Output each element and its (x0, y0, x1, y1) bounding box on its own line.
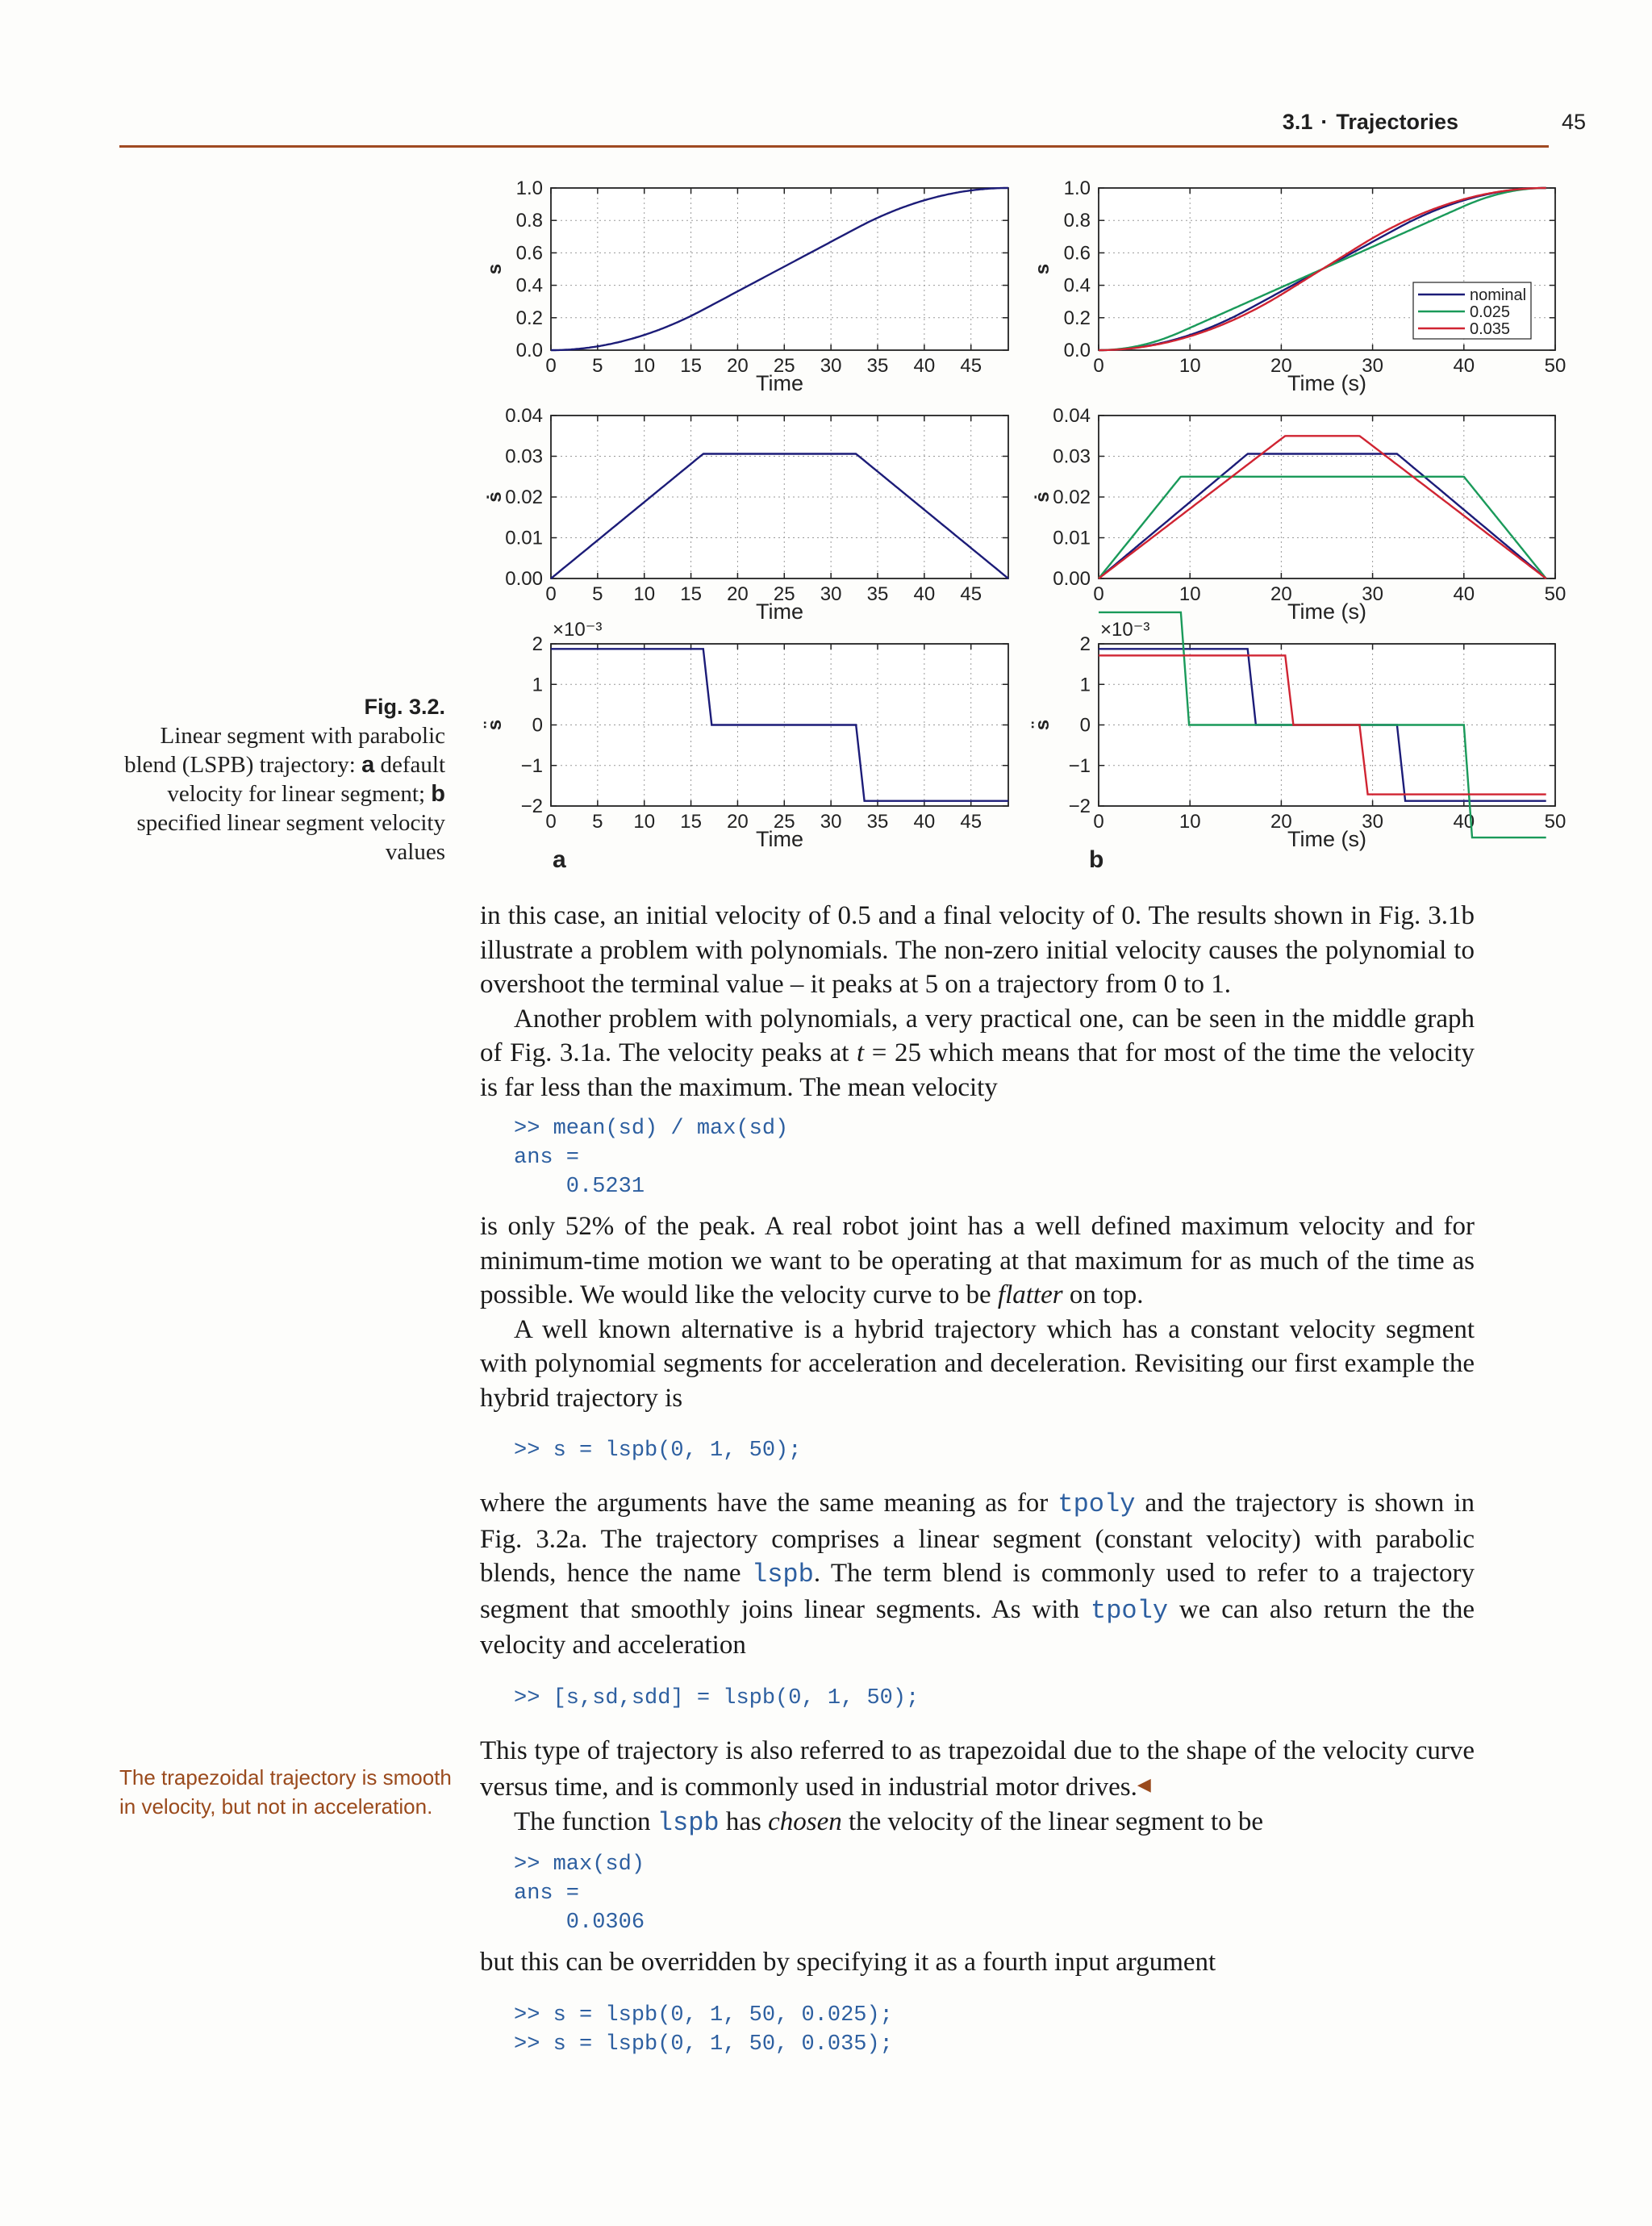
x-tick-label: 25 (773, 355, 795, 377)
y-tick-label: 0.00 (505, 568, 543, 590)
code-block: >> s = lspb(0, 1, 50, 0.025); >> s = lspb(0, 1, 50, 0.035); (514, 2003, 893, 2057)
x-tick-label: 20 (727, 355, 749, 377)
x-tick-label: 50 (1544, 583, 1566, 605)
page-number: 45 (1561, 110, 1586, 134)
panel-label-b: b (1089, 846, 1104, 873)
x-axis-label: Time (s) (1287, 827, 1366, 851)
paragraph: This type of trajectory is also referred to as trapezoidal due to the shape of the velocity curve versus time, and is commonly used in industrial motor drives.◀ (480, 1735, 1475, 1802)
x-tick-label: 15 (680, 811, 702, 833)
x-tick-label: 10 (633, 355, 656, 377)
x-tick-label: 45 (960, 355, 982, 377)
y-tick-label: 0.04 (1053, 405, 1091, 427)
y-axis-label: ṡ (1032, 491, 1053, 503)
paragraph: but this can be overridden by specifying it as a fourth input argument (480, 1948, 1216, 1977)
figure-number: Fig. 3.2. (364, 695, 445, 719)
running-title: 3.1 · Trajectories (1282, 110, 1458, 134)
y-tick-label: 0.03 (505, 445, 543, 468)
y-axis-label: s (484, 263, 506, 275)
x-tick-label: 0 (1093, 811, 1104, 833)
y-tick-label: 0.01 (1053, 527, 1091, 549)
y-tick-label: 2 (1079, 633, 1091, 655)
x-tick-label: 20 (727, 583, 749, 605)
y-axis-label: ṡ (484, 491, 506, 503)
x-tick-label: 50 (1544, 811, 1566, 833)
y-tick-label: 0.2 (515, 307, 543, 329)
paragraph: Another problem with polynomials, a very practical one, can be seen in the middle graph of Fig. 3.1a. The velocity peaks at t = 25 which means that for most of the time the velocity is far less than the maximum. The mean velocity (480, 1004, 1475, 1102)
x-tick-label: 30 (1362, 811, 1383, 833)
y-tick-label: 0.8 (515, 210, 543, 232)
x-axis-label: Time (756, 599, 803, 624)
x-tick-label: 10 (1179, 811, 1201, 833)
x-axis-label: Time (s) (1287, 371, 1366, 395)
y-tick-label: 0.4 (1063, 274, 1091, 297)
x-tick-label: 45 (960, 583, 982, 605)
x-tick-label: 0 (1093, 583, 1104, 605)
body-text (480, 899, 1475, 2080)
y-tick-label: 0 (532, 714, 543, 737)
x-tick-label: 15 (680, 355, 702, 377)
y-tick-label: −2 (1068, 796, 1091, 817)
x-tick-label: 40 (1453, 355, 1475, 377)
x-tick-label: 10 (1179, 583, 1201, 605)
x-tick-label: 20 (1270, 583, 1292, 605)
x-axis-label: Time (756, 827, 803, 851)
x-tick-label: 35 (866, 811, 889, 833)
paragraph: where the arguments have the same meaning as for tpoly and the trajectory is shown in Fig. 3.2a. The trajectory comprises a linear segment (constant velocity) with parabolic blends, hence the name lspb. The term blend is commonly used to refer to a trajectory segment that smoothly joins linear segments. As with tpoly we can also return the the velocity and acceleration (480, 1489, 1475, 1660)
panel-label-a: a (553, 846, 566, 873)
x-tick-label: 40 (1453, 811, 1475, 833)
y-tick-label: 2 (532, 633, 543, 655)
margin-note-marker-icon: ◀ (1137, 1774, 1151, 1794)
y-tick-label: 1.0 (515, 177, 543, 199)
x-tick-label: 0 (545, 583, 557, 605)
x-tick-label: 0 (545, 811, 557, 833)
y-tick-label: 0.8 (1063, 210, 1091, 232)
code-block: >> [s,sd,sdd] = lspb(0, 1, 50); (514, 1685, 920, 1710)
x-tick-label: 40 (1453, 583, 1475, 605)
x-tick-label: 30 (820, 811, 842, 833)
y-tick-label: 0.2 (1063, 307, 1091, 329)
y-tick-label: 1.0 (1063, 177, 1091, 199)
y-tick-label: 0.00 (1053, 568, 1091, 590)
x-tick-label: 30 (1362, 583, 1383, 605)
x-tick-label: 15 (680, 583, 702, 605)
x-tick-label: 5 (592, 583, 603, 605)
x-axis-label: Time (756, 371, 803, 395)
y-tick-label: 0.04 (505, 405, 543, 427)
x-tick-label: 30 (820, 583, 842, 605)
legend-entry: 0.035 (1470, 320, 1511, 338)
x-tick-label: 25 (773, 583, 795, 605)
code-block: >> max(sd) ans = 0.0306 (514, 1852, 645, 1935)
figure-caption: Fig. 3.2. Linear segment with parabolic blend (LSPB) trajectory: a default velocity for linear segment; b specified linear segment velocity values (113, 692, 445, 867)
y-tick-label: 0.01 (505, 527, 543, 549)
x-tick-label: 50 (1544, 355, 1566, 377)
y-axis-label: s̈ (484, 719, 506, 731)
y-tick-label: 0.0 (1063, 340, 1091, 361)
y-tick-label: 0.03 (1053, 445, 1091, 468)
y-tick-label: −1 (520, 754, 543, 777)
y-tick-label: 0.6 (1063, 242, 1091, 265)
x-tick-label: 45 (960, 811, 982, 833)
x-tick-label: 0 (545, 355, 557, 377)
margin-note: The trapezoidal trajectory is smooth in velocity, but not in acceleration. (119, 1765, 452, 1819)
x-tick-label: 35 (866, 355, 889, 377)
x-tick-label: 30 (820, 355, 842, 377)
x-tick-label: 40 (913, 811, 936, 833)
x-tick-label: 5 (592, 355, 603, 377)
x-tick-label: 30 (1362, 355, 1383, 377)
y-tick-label: −2 (520, 796, 543, 817)
y-axis-label: s (1032, 263, 1053, 275)
x-tick-label: 0 (1093, 355, 1104, 377)
code-block: >> mean(sd) / max(sd) ans = 0.5231 (514, 1117, 789, 1199)
paragraph: A well known alternative is a hybrid trajectory which has a constant velocity segment with polynomial segments for acceleration and deceleration. Revisiting our first example the hybrid trajectory is (480, 1314, 1475, 1413)
y-tick-label: 1 (1079, 674, 1091, 696)
x-tick-label: 35 (866, 583, 889, 605)
y-tick-label: 0.4 (515, 274, 543, 297)
x-tick-label: 10 (633, 811, 656, 833)
legend-entry: 0.025 (1470, 303, 1511, 321)
x-tick-label: 10 (633, 583, 656, 605)
y-tick-label: 0.0 (515, 340, 543, 361)
axis-exponent: ×10⁻³ (553, 619, 603, 641)
x-tick-label: 20 (1270, 811, 1292, 833)
x-tick-label: 10 (1179, 355, 1201, 377)
y-tick-label: 0.02 (505, 487, 543, 508)
x-tick-label: 20 (1270, 355, 1292, 377)
legend-entry: nominal (1470, 286, 1527, 304)
axis-exponent: ×10⁻³ (1100, 619, 1150, 641)
x-tick-label: 25 (773, 811, 795, 833)
x-tick-label: 20 (727, 811, 749, 833)
y-tick-label: 1 (532, 674, 543, 696)
y-tick-label: −1 (1068, 754, 1091, 777)
code-block: >> s = lspb(0, 1, 50); (514, 1439, 802, 1463)
y-axis-label: s̈ (1032, 719, 1053, 731)
paragraph: is only 52% of the peak. A real robot joint has a well defined maximum velocity and for minimum-time motion we want to be operating at that maximum for as much of the time as possible. We would like the velocity curve to be flatter on top. (480, 1212, 1475, 1309)
x-tick-label: 40 (913, 583, 936, 605)
y-tick-label: 0.6 (515, 242, 543, 265)
x-tick-label: 5 (592, 811, 603, 833)
y-tick-label: 0 (1079, 714, 1091, 737)
x-axis-label: Time (s) (1287, 599, 1366, 624)
paragraph: The function lspb has chosen the velocity of the linear segment to be (514, 1806, 1264, 1838)
paragraph: in this case, an initial velocity of 0.5 and a final velocity of 0. The results shown in Fig. 3.1b illustrate a problem with polynomials. The non-zero initial velocity causes the polynomial to overshoot the terminal value – it peaks at 5 on a trajectory from 0 to 1. (480, 901, 1475, 999)
x-tick-label: 40 (913, 355, 936, 377)
y-tick-label: 0.02 (1053, 487, 1091, 508)
